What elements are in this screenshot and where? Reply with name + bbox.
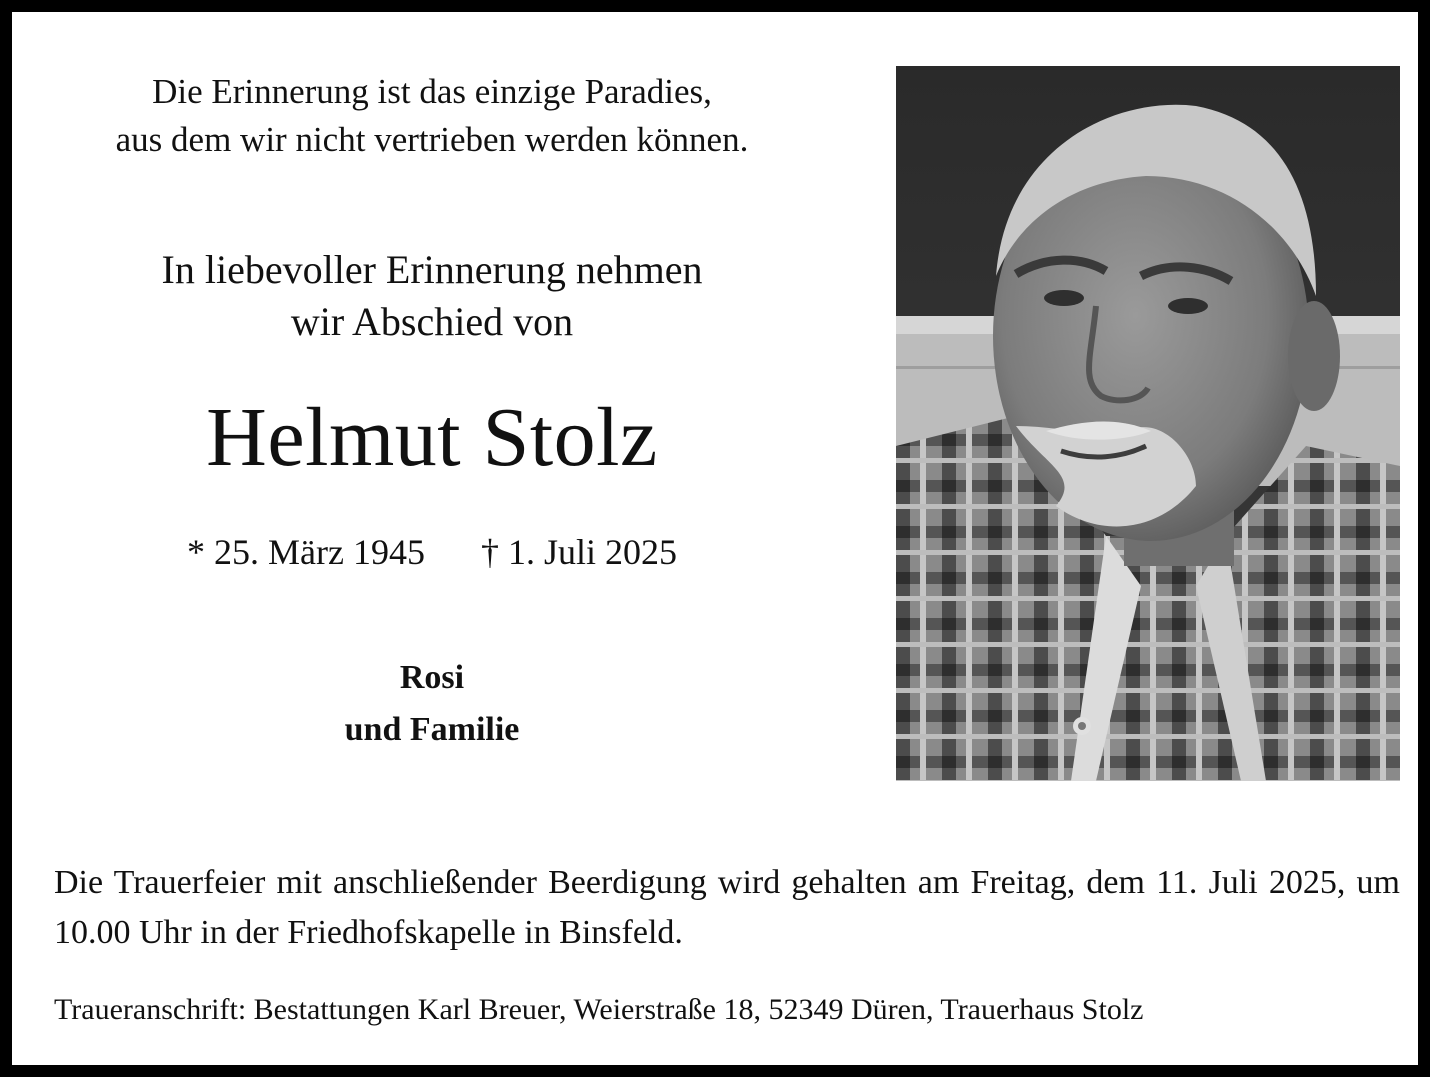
mourners [52, 652, 812, 756]
mourning-address: Traueranschrift: Bestattungen Karl Breuer, Weierstraße 18, 52349 Düren, Trauerhaus Stolz [54, 993, 1144, 1026]
ceremony-notice: Die Trauerfeier mit anschließender Beerdigung wird gehalten am Freitag, dem 11. Juli 2025, um 10.00 Uhr in der Friedhofskapelle in Binsfeld. [54, 864, 1400, 951]
portrait-photo [896, 66, 1400, 781]
death-date: † 1. Juli 2025 [480, 532, 677, 572]
life-dates [52, 528, 812, 576]
quote-line-1: Die Erinnerung ist das einzige Paradies, [152, 72, 712, 111]
mourner-line-1: Rosi [399, 659, 465, 696]
mourner-line-2: und Familie [344, 711, 520, 748]
intro-line-1: In liebevoller Erinnerung nehmen [161, 247, 703, 292]
intro-line-2: wir Abschied von [290, 299, 574, 344]
deceased-name: Helmut Stolz [206, 391, 658, 484]
quote-line-2: aus dem wir nicht vertrieben werden können. [115, 120, 749, 159]
portrait-illustration [896, 66, 1400, 781]
birth-date: * 25. März 1945 [187, 532, 425, 572]
memorial-quote [52, 68, 812, 164]
farewell-intro [52, 244, 812, 348]
